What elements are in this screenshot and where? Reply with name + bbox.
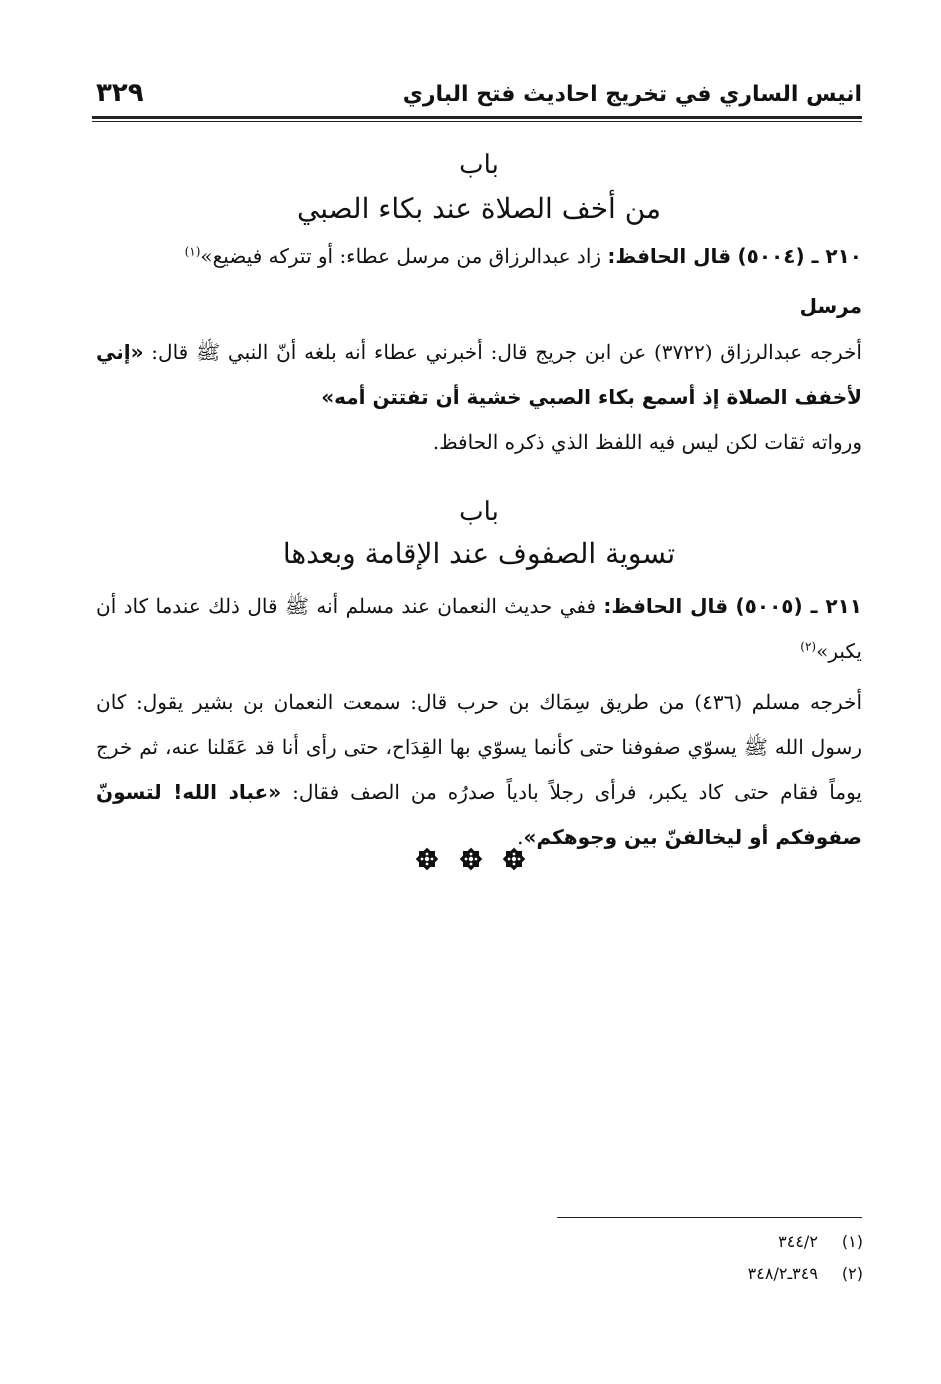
hadith-211: [96, 584, 862, 674]
page-number: ٣٢٩: [96, 78, 144, 108]
hadith-text: ففي حديث النعمان عند مسلم أنه ﷺ قال ذلك عندما كاد أن يكبر»: [96, 594, 862, 663]
prophetic-quote: «إني لأخفف الصلاة إذ أسمع بكاء الصبي خشية أن تفتتن أمه»: [96, 340, 862, 409]
takhrij-2: [96, 680, 862, 860]
footnote-item: [563, 1226, 863, 1258]
chapter-word: باب: [459, 150, 499, 180]
hadith-paragraph: [96, 234, 862, 279]
chapter-word: باب: [459, 497, 499, 527]
end-punct: .: [517, 825, 524, 849]
section-divider: [0, 846, 941, 872]
chapter-1: [96, 147, 862, 229]
footnote-rule: [557, 1217, 862, 1218]
footnote-ref: (١): [184, 244, 201, 259]
footnote-text: ٣٤٩ـ٣٤٨/٢: [747, 1264, 818, 1283]
takhrij-paragraph: [96, 330, 862, 420]
header-rule: [92, 116, 862, 119]
prophetic-quote: «عباد الله! لتسونّ صفوفكم أو ليخالفنّ بين وجوهكم»: [96, 780, 862, 849]
speaker: قال الحافظ:: [607, 244, 732, 268]
footnote-text: ٣٤٤/٢: [778, 1232, 818, 1251]
footnote-item: [563, 1258, 863, 1290]
takhrij-text: أخرجه مسلم (٤٣٦) من طريق سِمَاك بن حرب قال: سمعت النعمان بن بشير يقول: كان رسول الله ﷺ يسوّي صفوفنا حتى كأنما يسوّي بها القِدَاح، حتى رأى أنا قد عَقَلنا عنه، ثم خرج يوماً فقام حتى كاد يكبر، فرأى رجلاً بادياً صدرُه من الصف فقال:: [96, 690, 863, 804]
grade: مرسل: [799, 294, 862, 318]
speaker: قال الحافظ:: [603, 594, 729, 618]
chapter-2: [96, 494, 862, 574]
footnote-number: (٢): [841, 1264, 863, 1283]
chapter-heading: من أخف الصلاة عند بكاء الصبي: [296, 192, 662, 225]
running-header: [92, 78, 862, 114]
note-block: [96, 420, 862, 465]
takhrij-1: [96, 330, 862, 420]
grade-block: [96, 286, 862, 326]
footnote-ref: (٢): [800, 639, 817, 654]
takhrij-text: أخرجه عبدالرزاق (٣٧٢٢) عن ابن جريج قال: أخبرني عطاء أنه بلغه أنّ النبي ﷺ قال:: [151, 340, 862, 364]
chapter-heading: تسوية الصفوف عند الإقامة وبعدها: [282, 537, 676, 570]
octagram-ornament-icon: [414, 846, 440, 872]
header-rule-thin: [92, 121, 862, 122]
footnote-number: (١): [841, 1232, 863, 1251]
hadith-210: [96, 234, 862, 279]
book-title: انيس الساري في تخريج احاديث فتح الباري: [402, 82, 862, 107]
octagram-ornament-icon: [501, 846, 527, 872]
takhrij-paragraph: [96, 680, 862, 860]
hadith-number: ٢١١ ـ (٥٠٠٥): [735, 594, 863, 618]
hadith-number: ٢١٠ ـ (٥٠٠٤): [737, 244, 862, 268]
hadith-paragraph: [96, 584, 862, 674]
octagram-ornament-icon: [458, 846, 484, 872]
narrators-note: ورواته ثقات لكن ليس فيه اللفظ الذي ذكره الحافظ.: [432, 430, 862, 454]
footnotes: [563, 1226, 863, 1290]
hadith-text: زاد عبدالرزاق من مرسل عطاء: أو تتركه فيضيع»: [200, 244, 602, 268]
